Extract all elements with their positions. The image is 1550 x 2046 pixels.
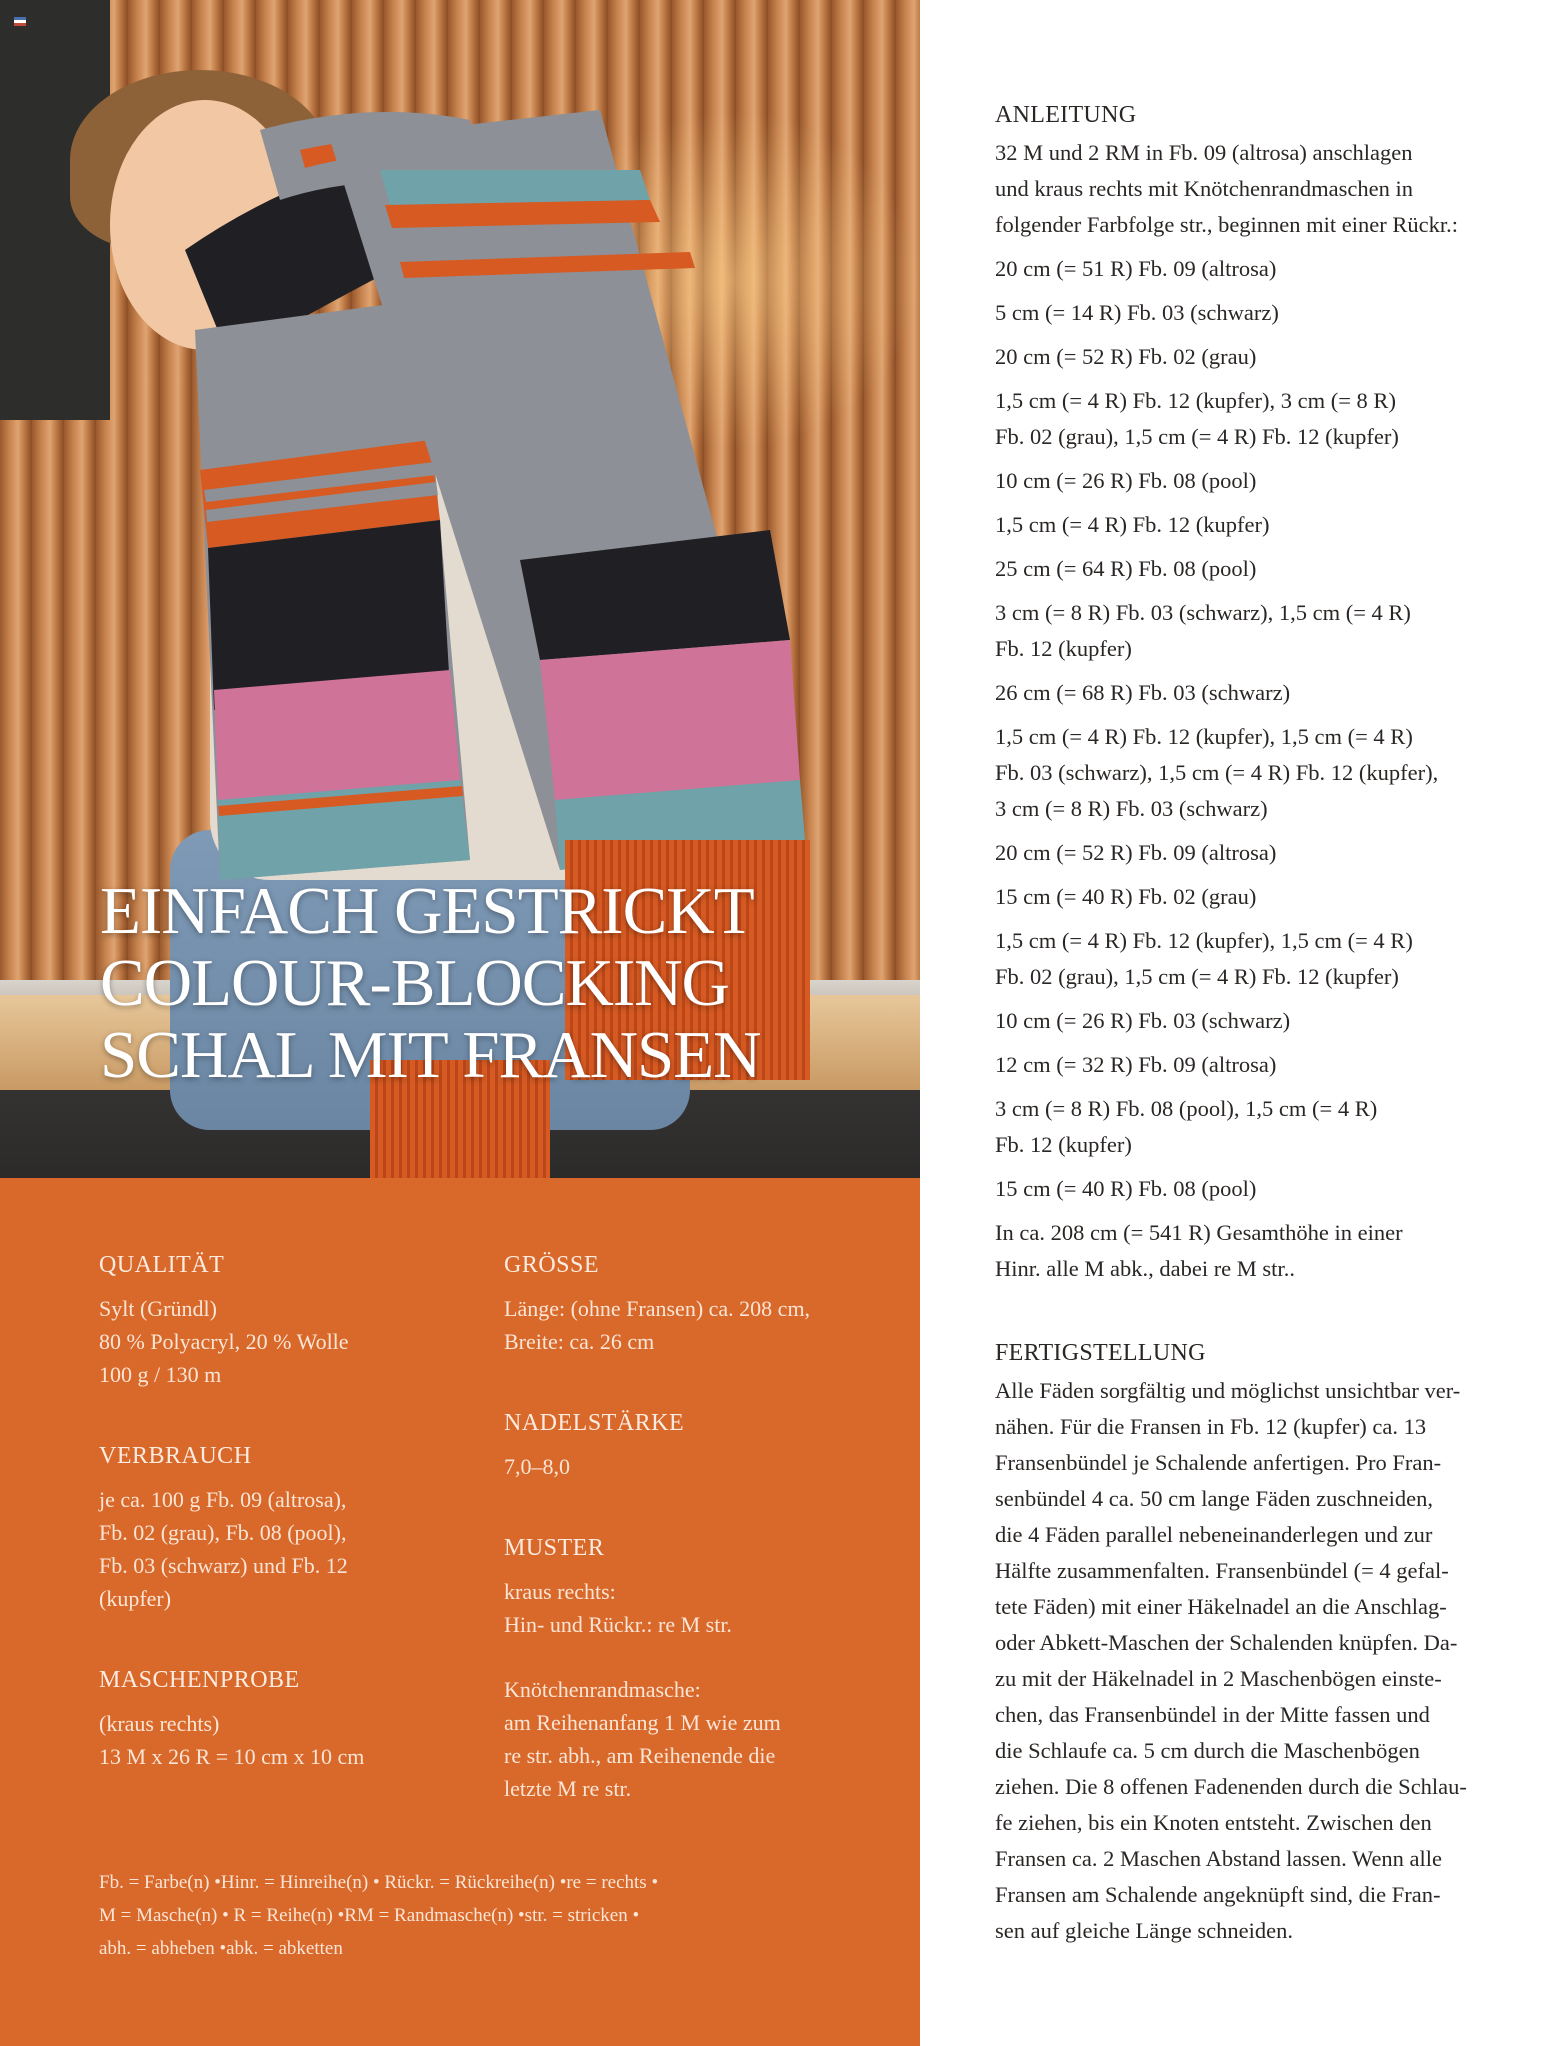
muster-line: Knötchenrandmasche: <box>504 1677 701 1702</box>
groesse-line: Breite: ca. 26 cm <box>504 1329 655 1354</box>
step-line: Fb. 02 (grau), 1,5 cm (= 4 R) Fb. 12 (kupfer) <box>995 424 1399 449</box>
step-line: 10 cm (= 26 R) Fb. 08 (pool) <box>995 468 1257 493</box>
qualitaet-heading: QUALITÄT <box>99 1252 225 1278</box>
sequence-step <box>995 383 1540 455</box>
info-column-left <box>99 1250 479 1773</box>
muster-line: letzte M re str. <box>504 1776 632 1801</box>
groesse-line: Länge: (ohne Fransen) ca. 208 cm, <box>504 1296 811 1321</box>
abbreviations-legend <box>99 1866 819 1965</box>
step-line: 15 cm (= 40 R) Fb. 02 (grau) <box>995 884 1257 909</box>
maschenprobe-line: 13 M x 26 R = 10 cm x 10 cm <box>99 1744 365 1769</box>
intro-line: und kraus rechts mit Knötchenrandmaschen in <box>995 176 1414 201</box>
step-line: 20 cm (= 52 R) Fb. 09 (altrosa) <box>995 840 1277 865</box>
hero-photo <box>0 0 920 1178</box>
sequence-step <box>995 675 1540 711</box>
fertig-line: Hälfte zusammenfalten. Fransenbündel (= 4 gefal- <box>995 1558 1449 1583</box>
step-line: Fb. 03 (schwarz), 1,5 cm (= 4 R) Fb. 12 (kupfer), <box>995 760 1439 785</box>
sequence-step <box>995 507 1540 543</box>
anleitung-intro <box>995 135 1540 243</box>
step-line: 3 cm (= 8 R) Fb. 03 (schwarz), 1,5 cm (= 4 R) <box>995 600 1411 625</box>
sequence-step <box>995 1003 1540 1039</box>
instructions-column <box>995 95 1540 1949</box>
legend-line: Fb. = Farbe(n) •Hinr. = Hinreihe(n) • Rückr. = Rückreihe(n) •re = rechts • <box>99 1872 659 1893</box>
fertig-line: chen, das Fransenbündel in der Mitte fassen und <box>995 1702 1430 1727</box>
muster-line: am Reihenanfang 1 M wie zum <box>504 1710 781 1735</box>
step-line: 12 cm (= 32 R) Fb. 09 (altrosa) <box>995 1052 1277 1077</box>
info-panel <box>0 1178 920 2046</box>
sequence-step <box>995 595 1540 667</box>
qualitaet-line: Sylt (Gründl) <box>99 1296 217 1321</box>
nadelstaerke-line: 7,0–8,0 <box>504 1454 570 1479</box>
sequence-step <box>995 339 1540 375</box>
title-line-2: COLOUR-BLOCKING <box>100 946 729 1020</box>
fertigstellung-text <box>995 1373 1540 1949</box>
step-line: 10 cm (= 26 R) Fb. 03 (schwarz) <box>995 1008 1291 1033</box>
sequence-step <box>995 879 1540 915</box>
fertig-line: ziehen. Die 8 offenen Fadenenden durch die Schlau- <box>995 1774 1467 1799</box>
intro-line: 32 M und 2 RM in Fb. 09 (altrosa) anschlagen <box>995 140 1413 165</box>
anleitung-heading: ANLEITUNG <box>995 102 1137 128</box>
sequence-step <box>995 1047 1540 1083</box>
step-line: 1,5 cm (= 4 R) Fb. 12 (kupfer), 3 cm (= 8 R) <box>995 388 1396 413</box>
step-line: 25 cm (= 64 R) Fb. 08 (pool) <box>995 556 1257 581</box>
verbrauch-heading: VERBRAUCH <box>99 1443 252 1469</box>
color-sequence-list <box>995 251 1540 1287</box>
legend-line: abh. = abheben •abk. = abketten <box>99 1938 343 1959</box>
sequence-step <box>995 1215 1540 1287</box>
step-line: Fb. 12 (kupfer) <box>995 636 1132 661</box>
step-line: 15 cm (= 40 R) Fb. 08 (pool) <box>995 1176 1257 1201</box>
fertig-line: Fransen ca. 2 Maschen Abstand lassen. Wenn alle <box>995 1846 1443 1871</box>
flag-icon <box>14 17 26 26</box>
info-column-right <box>504 1250 904 1805</box>
verbrauch-line: (kupfer) <box>99 1586 172 1611</box>
sequence-step <box>995 1171 1540 1207</box>
fertig-line: sen auf gleiche Länge schneiden. <box>995 1918 1293 1943</box>
title-line-3: SCHAL MIT FRANSEN <box>100 1018 761 1092</box>
step-line: 26 cm (= 68 R) Fb. 03 (schwarz) <box>995 680 1291 705</box>
step-line: 1,5 cm (= 4 R) Fb. 12 (kupfer), 1,5 cm (= 4 R) <box>995 724 1413 749</box>
fertig-line: die 4 Fäden parallel nebeneinanderlegen und zur <box>995 1522 1433 1547</box>
step-line: 3 cm (= 8 R) Fb. 03 (schwarz) <box>995 796 1268 821</box>
page-title <box>100 875 900 1091</box>
verbrauch-line: Fb. 02 (grau), Fb. 08 (pool), <box>99 1520 347 1545</box>
step-line: Hinr. alle M abk., dabei re M str.. <box>995 1256 1295 1281</box>
verbrauch-line: Fb. 03 (schwarz) und Fb. 12 <box>99 1553 348 1578</box>
maschenprobe-heading: MASCHENPROBE <box>99 1667 300 1693</box>
step-line: 5 cm (= 14 R) Fb. 03 (schwarz) <box>995 300 1279 325</box>
verbrauch-line: je ca. 100 g Fb. 09 (altrosa), <box>99 1487 347 1512</box>
sequence-step <box>995 251 1540 287</box>
groesse-heading: GRÖSSE <box>504 1252 600 1278</box>
title-line-1: EINFACH GESTRICKT <box>100 874 754 948</box>
fertig-line: Fransenbündel je Schalende anfertigen. Pro Fran- <box>995 1450 1442 1475</box>
step-line: Fb. 02 (grau), 1,5 cm (= 4 R) Fb. 12 (kupfer) <box>995 964 1399 989</box>
fertigstellung-heading: FERTIGSTELLUNG <box>995 1340 1206 1366</box>
sequence-step <box>995 295 1540 331</box>
sequence-step <box>995 923 1540 995</box>
fertig-line: tete Fäden) mit einer Häkelnadel an die Anschlag- <box>995 1594 1447 1619</box>
muster-line: Hin- und Rückr.: re M str. <box>504 1612 732 1637</box>
maschenprobe-line: (kraus rechts) <box>99 1711 220 1736</box>
fertig-line: Fransen am Schalende angeknüpft sind, die Fran- <box>995 1882 1441 1907</box>
fertig-line: nähen. Für die Fransen in Fb. 12 (kupfer) ca. 13 <box>995 1414 1427 1439</box>
legend-line: M = Masche(n) • R = Reihe(n) •RM = Randmasche(n) •str. = stricken • <box>99 1905 640 1926</box>
qualitaet-line: 100 g / 130 m <box>99 1362 222 1387</box>
step-line: 1,5 cm (= 4 R) Fb. 12 (kupfer), 1,5 cm (= 4 R) <box>995 928 1413 953</box>
fertig-line: senbündel 4 ca. 50 cm lange Fäden zuschneiden, <box>995 1486 1433 1511</box>
fertig-line: die Schlaufe ca. 5 cm durch die Maschenbögen <box>995 1738 1420 1763</box>
muster-line: re str. abh., am Reihenende die <box>504 1743 776 1768</box>
fertig-line: zu mit der Häkelnadel in 2 Maschenbögen einste- <box>995 1666 1442 1691</box>
qualitaet-line: 80 % Polyacryl, 20 % Wolle <box>99 1329 349 1354</box>
fertig-line: oder Abkett-Maschen der Schalenden knüpfen. Da- <box>995 1630 1458 1655</box>
step-line: In ca. 208 cm (= 541 R) Gesamthöhe in einer <box>995 1220 1403 1245</box>
step-line: 20 cm (= 52 R) Fb. 02 (grau) <box>995 344 1257 369</box>
sequence-step <box>995 835 1540 871</box>
step-line: 3 cm (= 8 R) Fb. 08 (pool), 1,5 cm (= 4 R) <box>995 1096 1378 1121</box>
sequence-step <box>995 1091 1540 1163</box>
fertig-line: Alle Fäden sorgfältig und möglichst unsichtbar ver- <box>995 1378 1461 1403</box>
muster-heading: MUSTER <box>504 1535 605 1561</box>
step-line: 1,5 cm (= 4 R) Fb. 12 (kupfer) <box>995 512 1270 537</box>
sequence-step <box>995 463 1540 499</box>
intro-line: folgender Farbfolge str., beginnen mit einer Rückr.: <box>995 212 1459 237</box>
muster-line: kraus rechts: <box>504 1579 616 1604</box>
step-line: Fb. 12 (kupfer) <box>995 1132 1132 1157</box>
sequence-step <box>995 719 1540 827</box>
step-line: 20 cm (= 51 R) Fb. 09 (altrosa) <box>995 256 1277 281</box>
fertig-line: fe ziehen, bis ein Knoten entsteht. Zwischen den <box>995 1810 1432 1835</box>
nadelstaerke-heading: NADELSTÄRKE <box>504 1410 685 1436</box>
sequence-step <box>995 551 1540 587</box>
